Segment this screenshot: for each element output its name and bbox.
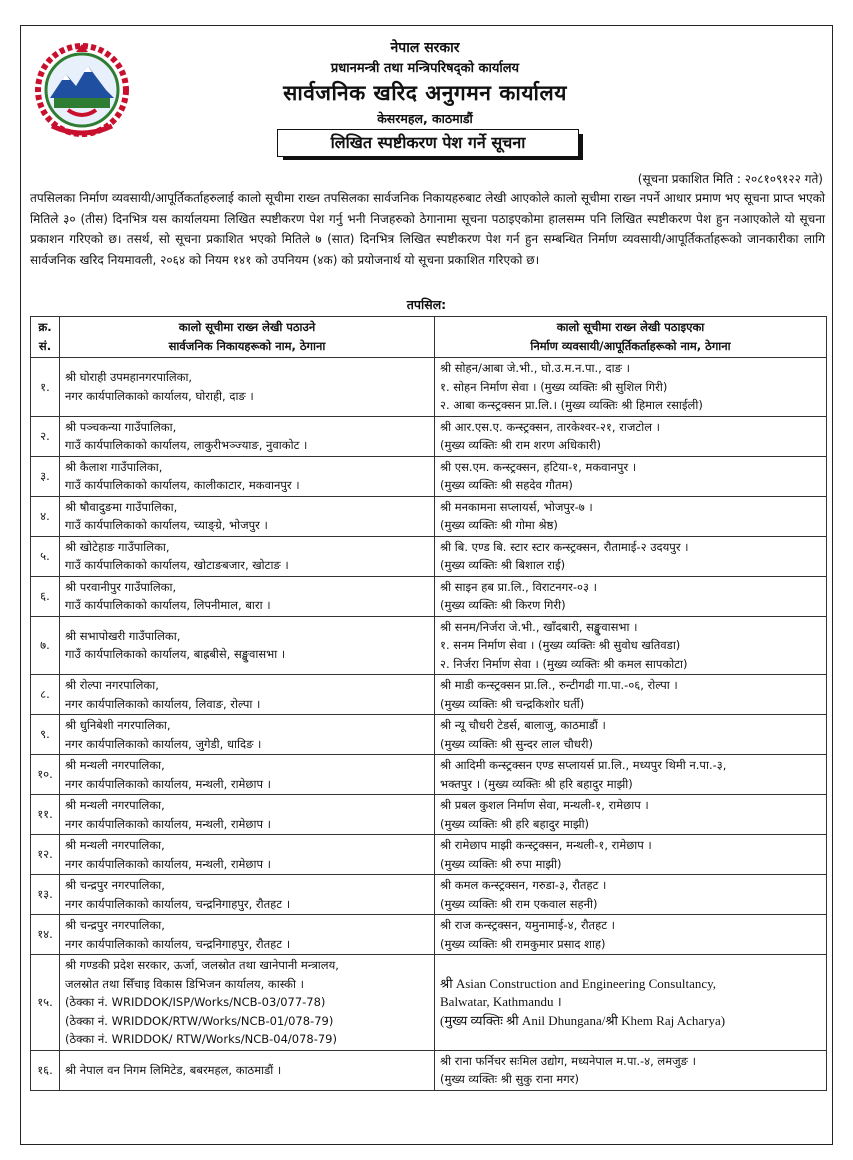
vendor-line: (मुख्य व्यक्तिः श्री रुपा माझी) [440, 856, 562, 871]
serial-number: १५. [31, 955, 60, 1051]
vendor-line: (मुख्य व्यक्तिः श्री हरि बहादुर माझी) [440, 816, 590, 831]
location-label: केसरमहल, काठमाडौं [377, 111, 473, 126]
entity-line: श्री सभापोखरी गाउँपालिका, [65, 628, 181, 643]
vendor-line: श्री आर.एस.ए. कन्स्ट्रक्सन, तारकेश्वर-२१, राजटोल । [440, 419, 660, 434]
serial-number: ५. [31, 536, 60, 576]
vendor-header: कालो सूचीमा राख्न लेखी पठाइएका निर्माण व्यवसायी/आपूर्तिकर्ताहरूको नाम, ठेगाना [435, 317, 827, 358]
entity-line: नगर कार्यपालिकाको कार्यालय, मन्थली, रामेछाप । [65, 856, 272, 871]
entity-cell [60, 576, 435, 616]
serial-number: १३. [31, 875, 60, 915]
entity-cell [60, 875, 435, 915]
serial-number: ६. [31, 576, 60, 616]
vendor-line: श्री राना फर्निचर सःमिल उद्योग, मध्यनेपाल म.पा.-४, लमजुङ । [440, 1053, 696, 1068]
vendor-cell [435, 795, 827, 835]
entity-line: नगर कार्यपालिकाको कार्यालय, चन्द्रनिगाहपुर, रौतहट । [65, 896, 291, 911]
entity-cell [60, 416, 435, 456]
entity-line: श्री खोटेहाङ गाउँपालिका, [65, 539, 170, 554]
vendor-line: १. सनम निर्माण सेवा । (मुख्य व्यक्तिः श्री सुवोध खतिवडा) [440, 638, 681, 652]
entity-line: श्री पञ्चकन्या गाउँपालिका, [65, 419, 177, 434]
vendor-line: (मुख्य व्यक्तिः श्री चन्द्रकिशोर घर्ती) [440, 696, 585, 711]
entity-line: (ठेक्का नं. WRIDDOK/ RTW/Works/NCB-04/078-79) [65, 1032, 337, 1046]
publication-date: (सूचना प्रकाशित मिति : २०८१०९१२२ गते) [637, 172, 823, 186]
vendor-cell [435, 835, 827, 875]
entity-line: श्री गण्डकी प्रदेश सरकार, ऊर्जा, जलस्रोत तथा खानेपानी मन्त्रालय, [65, 958, 339, 972]
vendor-cell [435, 875, 827, 915]
blacklist-table [30, 316, 827, 1091]
table-row [31, 675, 827, 715]
vendor-line: श्री एस.एम. कन्स्ट्रक्सन, हटिया-१, मकवानपुर । [440, 459, 637, 474]
entity-line: गाउँ कार्यपालिकाको कार्यालय, लिपनीमाल, बारा । [65, 598, 271, 612]
entity-line: श्री नेपाल वन निगम लिमिटेड, बबरमहल, काठमाडौं । [65, 1062, 282, 1077]
vendor-line: श्री माडी कन्स्ट्रक्सन प्रा.लि., रुन्टीगढी गा.पा.-०६, रोल्पा । [440, 678, 678, 692]
serial-number: २. [31, 416, 60, 456]
table-row [31, 536, 827, 576]
vendor-line: श्री सोहन/आबा जे.भी., घो.उ.म.न.पा., दाङ । [440, 361, 630, 375]
table-row [31, 616, 827, 675]
entity-cell [60, 456, 435, 496]
serial-number: १. [31, 358, 60, 417]
entity-cell [60, 675, 435, 715]
vendor-line: श्री कमल कन्स्ट्रक्सन, गरुडा-३, रौतहट । [440, 878, 607, 892]
entity-header: कालो सूचीमा राख्न लेखी पठाउने सार्वजनिक निकायहरूको नाम, ठेगाना [60, 317, 435, 358]
notice-title-box [283, 134, 583, 160]
vendor-cell [435, 1050, 827, 1090]
vendor-line: (मुख्य व्यक्तिः श्री किरण गिरी) [440, 598, 566, 612]
entity-line: नगर कार्यपालिकाको कार्यालय, घोराही, दाङ । [65, 388, 254, 403]
serial-number: ४. [31, 496, 60, 536]
table-row [31, 915, 827, 955]
entity-cell [60, 1050, 435, 1090]
serial-number: ३. [31, 456, 60, 496]
vendor-line: (मुख्य व्यक्तिः श्री गोमा श्रेष्ठ) [440, 518, 558, 532]
table-row [31, 955, 827, 1051]
vendor-line: (मुख्य व्यक्तिः श्री राम एकवाल सहनी) [440, 896, 598, 911]
entity-line: (ठेक्का नं. WRIDDOK/RTW/Works/NCB-01/078-79) [65, 1013, 334, 1028]
vendor-cell [435, 915, 827, 955]
entity-cell [60, 915, 435, 955]
vendor-cell [435, 576, 827, 616]
table-row [31, 875, 827, 915]
vendor-line: श्री साइन हब प्रा.लि., विराटनगर-०३ । [440, 579, 597, 594]
vendor-line: श्री मनकामना सप्लायर्स, भोजपुर-७ । [440, 499, 593, 514]
vendor-cell [435, 675, 827, 715]
serial-number: ८. [31, 675, 60, 715]
serial-number: १६. [31, 1050, 60, 1090]
nepal-emblem-icon [32, 40, 132, 140]
entity-line: गाउँ कार्यपालिकाको कार्यालय, कालीकाटार, मकवानपुर । [65, 478, 300, 492]
table-row [31, 1050, 827, 1090]
table-row [31, 576, 827, 616]
vendor-cell [435, 358, 827, 417]
vendor-line: श्री Asian Construction and Engineering Consultancy, [440, 975, 717, 991]
vendor-cell [435, 496, 827, 536]
vendor-cell [435, 456, 827, 496]
entity-line: श्री मन्थली नगरपालिका, [65, 838, 165, 852]
table-row [31, 755, 827, 795]
table-body [31, 358, 827, 1091]
page-title: सार्वजनिक खरिद अनुगमन कार्यालय [283, 81, 567, 105]
entity-line: (ठेक्का नं. WRIDDOK/ISP/Works/NCB-03/077-78) [65, 995, 326, 1009]
vendor-line: Balwatar, Kathmandu । [440, 994, 562, 1009]
entity-cell [60, 715, 435, 755]
entity-line: श्री घोराही उपमहानगरपालिका, [65, 370, 193, 385]
vendor-line: श्री रामेछाप माझी कन्स्ट्रक्सन, मन्थली-१, रामेछाप । [440, 838, 652, 852]
serial-number: ११. [31, 795, 60, 835]
vendor-line: श्री राज कन्स्ट्रक्सन, यमुनामाई-४, रौतहट । [440, 918, 616, 932]
vendor-line: (मुख्य व्यक्तिः श्री सहदेव गौतम) [440, 478, 573, 492]
vendor-line: (मुख्य व्यक्तिः श्री सुन्दर लाल चौधरी) [440, 736, 594, 751]
entity-cell [60, 795, 435, 835]
entity-line: श्री कैलाश गाउँपालिका, [65, 459, 163, 474]
entity-line: श्री रोल्पा नगरपालिका, [65, 678, 159, 692]
entity-line: श्री धुनिबेशी नगरपालिका, [65, 718, 171, 732]
serial-number: ७. [31, 616, 60, 675]
vendor-cell [435, 755, 827, 795]
vendor-line: (मुख्य व्यक्तिः श्री रामकुमार प्रसाद शाह) [440, 936, 606, 951]
vendor-cell [435, 416, 827, 456]
entity-line: श्री मन्थली नगरपालिका, [65, 758, 165, 772]
vendor-line: २. निर्जरा निर्माण सेवा । (मुख्य व्यक्तिः श्री कमल सापकोटा) [440, 656, 688, 671]
office-label: प्रधानमन्त्री तथा मन्त्रिपरिषद्को कार्यालय [330, 61, 520, 76]
vendor-line: (मुख्य व्यक्तिः श्री Anil Dhungana/श्री Khem Raj Acharya) [440, 1012, 726, 1028]
vendor-line: २. आबा कन्स्ट्रक्सन प्रा.लि.। (मुख्य व्यक्तिः श्री हिमाल रसाईली) [440, 398, 703, 412]
entity-line: गाउँ कार्यपालिकाको कार्यालय, खोटाङबजार, खोटाङ । [65, 558, 289, 572]
tapasil-label: तपसिल: [406, 297, 447, 312]
entity-line: नगर कार्यपालिकाको कार्यालय, जुगेडी, धादिङ । [65, 736, 262, 751]
entity-line: श्री परवानीपुर गाउँपालिका, [65, 579, 177, 594]
table-header-row [31, 317, 827, 358]
entity-line: नगर कार्यपालिकाको कार्यालय, चन्द्रनिगाहपुर, रौतहट । [65, 936, 291, 951]
table-row [31, 715, 827, 755]
entity-cell [60, 955, 435, 1051]
entity-line: नगर कार्यपालिकाको कार्यालय, मन्थली, रामेछाप । [65, 776, 272, 791]
vendor-line: श्री न्यू चौधरी टेडर्स, बालाजु, काठमाडौं । [440, 718, 606, 732]
table-row [31, 416, 827, 456]
notice-body: तपसिलका निर्माण व्यवसायी/आपूर्तिकर्ताहरुलाई कालो सूचीमा राख्न तपसिलका सार्वजनिक निकायहरुबाट लेखी आएकोले कालो सूचीमा राख्न नपर्ने आधार प्रमाण भए सूचना प्राप्त भएको मितिले ३० (तीस) दिनभित्र यस कार्यालयमा लिखित स्पष्टीकरण पेश गर्नु भनी निजहरुको ठेगानामा सूचना पठाइएकोमा हालसम्म पनि लिखित स्पष्टीकरण पेश हुन नआएकोले यो सूचना प्रकाशन गरिएको छ। तसर्थ, सो सूचना प्रकाशित भएको मितिले ७ (सात) दिनभित्र लिखित स्पष्टीकरण पेश गर्न हुन सम्बन्धित निर्माण व्यवसायी/आपूर्तिकर्ताहरूको जानकारीका लागि सार्वजनिक खरिद नियमावली, २०६४ को नियम १४१ को उपनियम (४क) को प्रयोजनार्थ यो सूचना प्रकाशित गरिएको छ। [30, 191, 825, 267]
entity-line: नगर कार्यपालिकाको कार्यालय, मन्थली, रामेछाप । [65, 816, 272, 831]
serial-number: १४. [31, 915, 60, 955]
entity-line: श्री षौवादुङमा गाउँपालिका, [65, 499, 178, 514]
entity-line: गाउँ कार्यपालिकाको कार्यालय, लाकुरीभञ्ज्याङ, नुवाकोट । [65, 438, 308, 452]
vendor-cell [435, 536, 827, 576]
serial-header: क्र. सं. [31, 317, 60, 358]
serial-number: १०. [31, 755, 60, 795]
entity-line: जलस्रोत तथा सिँचाइ विकास डिभिजन कार्यालय, कास्की । [65, 976, 305, 991]
serial-number: १२. [31, 835, 60, 875]
vendor-line: (मुख्य व्यक्तिः श्री राम शरण अधिकारी) [440, 438, 601, 452]
government-label: नेपाल सरकार [390, 40, 460, 56]
entity-cell [60, 496, 435, 536]
vendor-cell [435, 955, 827, 1051]
table-row [31, 358, 827, 417]
entity-cell [60, 616, 435, 675]
vendor-line: श्री प्रबल कुशल निर्माण सेवा, मन्थली-१, रामेछाप । [440, 798, 649, 812]
vendor-line: भक्तपुर । (मुख्य व्यक्तिः श्री हरि बहादुर माझी) [440, 776, 633, 791]
table-row [31, 795, 827, 835]
serial-number: ९. [31, 715, 60, 755]
entity-line: श्री चन्द्रपुर नगरपालिका, [65, 878, 165, 892]
entity-cell [60, 536, 435, 576]
vendor-line: श्री सनम/निर्जरा जे.भी., खाँदबारी, सङ्खुवासभा । [440, 619, 638, 634]
entity-cell [60, 835, 435, 875]
vendor-cell [435, 616, 827, 675]
vendor-line: (मुख्य व्यक्तिः श्री सुकु राना मगर) [440, 1072, 579, 1086]
entity-cell [60, 755, 435, 795]
entity-line: नगर कार्यपालिकाको कार्यालय, लिवाङ, रोल्पा । [65, 696, 261, 711]
table-row [31, 835, 827, 875]
entity-cell [60, 358, 435, 417]
vendor-cell [435, 715, 827, 755]
entity-line: श्री चन्द्रपुर नगरपालिका, [65, 918, 165, 932]
vendor-line: श्री बि. एण्ड बि. स्टार स्टार कन्स्ट्रक्सन, रौतामाई-२ उदयपुर । [440, 539, 689, 554]
table-row [31, 456, 827, 496]
vendor-line: १. सोहन निर्माण सेवा । (मुख्य व्यक्तिः श्री सुशिल गिरी) [440, 379, 668, 394]
table-row [31, 496, 827, 536]
entity-line: श्री मन्थली नगरपालिका, [65, 798, 165, 812]
vendor-line: श्री आदिमी कन्स्ट्रक्सन एण्ड सप्लायर्स प्रा.लि., मध्यपुर थिमी न.पा.-३, [440, 758, 727, 772]
notice-title: लिखित स्पष्टीकरण पेश गर्ने सूचना [277, 129, 579, 157]
entity-line: गाउँ कार्यपालिकाको कार्यालय, बाह्रबीसे, सङ्खुवासभा । [65, 647, 286, 662]
entity-line: गाउँ कार्यपालिकाको कार्यालय, च्याङ्ग्रे, भोजपुर । [65, 518, 268, 532]
vendor-line: (मुख्य व्यक्तिः श्री बिशाल राई) [440, 558, 566, 572]
